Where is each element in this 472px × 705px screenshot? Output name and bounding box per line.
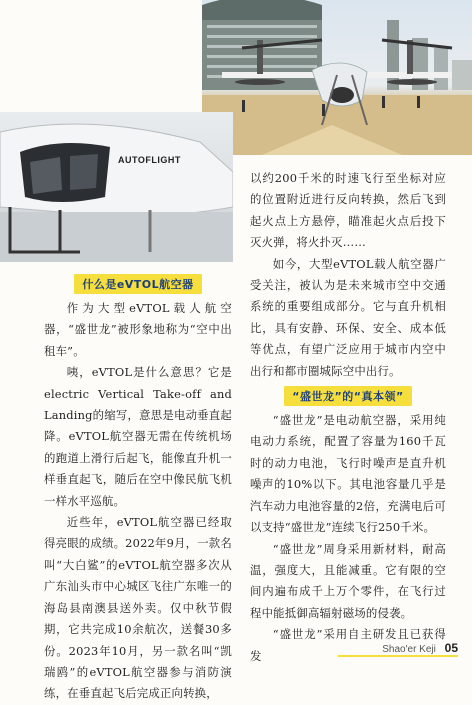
paragraph: 如今，大型eVTOL载人航空器广受关注，被认为是未来城市空中交通系统的重要组成部分。它与直升机相比，具有安静、环保、安全、成本低等优点，有望广泛应用于城市内空中出行和都市圈城际空中出行。	[250, 256, 446, 378]
paragraph: “盛世龙”采用自主研发且已获得发	[250, 627, 446, 663]
right-column	[250, 168, 446, 667]
paragraph: 近些年，eVTOL航空器已经取得亮眼的成绩。2022年9月，一款名叫“大白鲨”的eVTOL航空器多次从广东汕头市中心城区飞往广东唯一的海岛县南澳县送外卖。仅中秋节假期，它共完成10余航次，送餐30多份。2023年10月，另一款名叫“凯瑞鸥”的eVTOL航空器参与消防演练，在垂直起飞后完成正向转换，	[44, 515, 232, 701]
paragraph: 咦，eVTOL是什么意思？它是electric Vertical Take-off and Landing的缩写，意思是电动垂直起降。eVTOL航空器无需在传统机场的跑道上滑行后起飞，能像直升机一样垂直起飞，随后在空中像民航飞机一样水平巡航。	[44, 365, 232, 508]
paragraph: “盛世龙”是电动航空器，采用纯电动力系统，配置了容量为160千瓦时的动力电池，飞行时噪声是直升机噪声的10%以下。其电池容量几乎是汽车动力电池容量的2倍，充满电后可以支持“盛世龙”连续飞行250千米。	[250, 413, 446, 535]
left-column	[44, 270, 232, 705]
page-footer	[382, 641, 458, 655]
evtol-aircraft-photo	[202, 0, 472, 155]
paragraph: 作为大型eVTOL载人航空器，“盛世龙”被形象地称为“空中出租车”。	[44, 301, 232, 358]
section-title-abilities: “盛世龙”的“真本领”	[284, 386, 411, 406]
section-title-what-is-evtol: 什么是eVTOL航空器	[74, 274, 201, 294]
magazine-name: Shao'er Keji	[382, 644, 436, 655]
page-number: 05	[444, 641, 458, 655]
paragraph: “盛世龙”周身采用新材料，耐高温，强度大，且能减重。它有限的空间内遍布成千上万个零件，在飞行过程中能抵御高辐射磁场的侵袭。	[250, 541, 446, 620]
footer-accent-bar	[338, 655, 458, 657]
evtol-cockpit-photo	[0, 112, 233, 262]
paragraph: 以约200千米的时速飞行至坐标对应的位置附近进行反向转换，然后飞到起火点上方悬停，瞄准起火点后投下灭火弹，将火扑灭……	[250, 171, 446, 250]
autoflight-logo: AUTOFLIGHT	[118, 155, 181, 165]
